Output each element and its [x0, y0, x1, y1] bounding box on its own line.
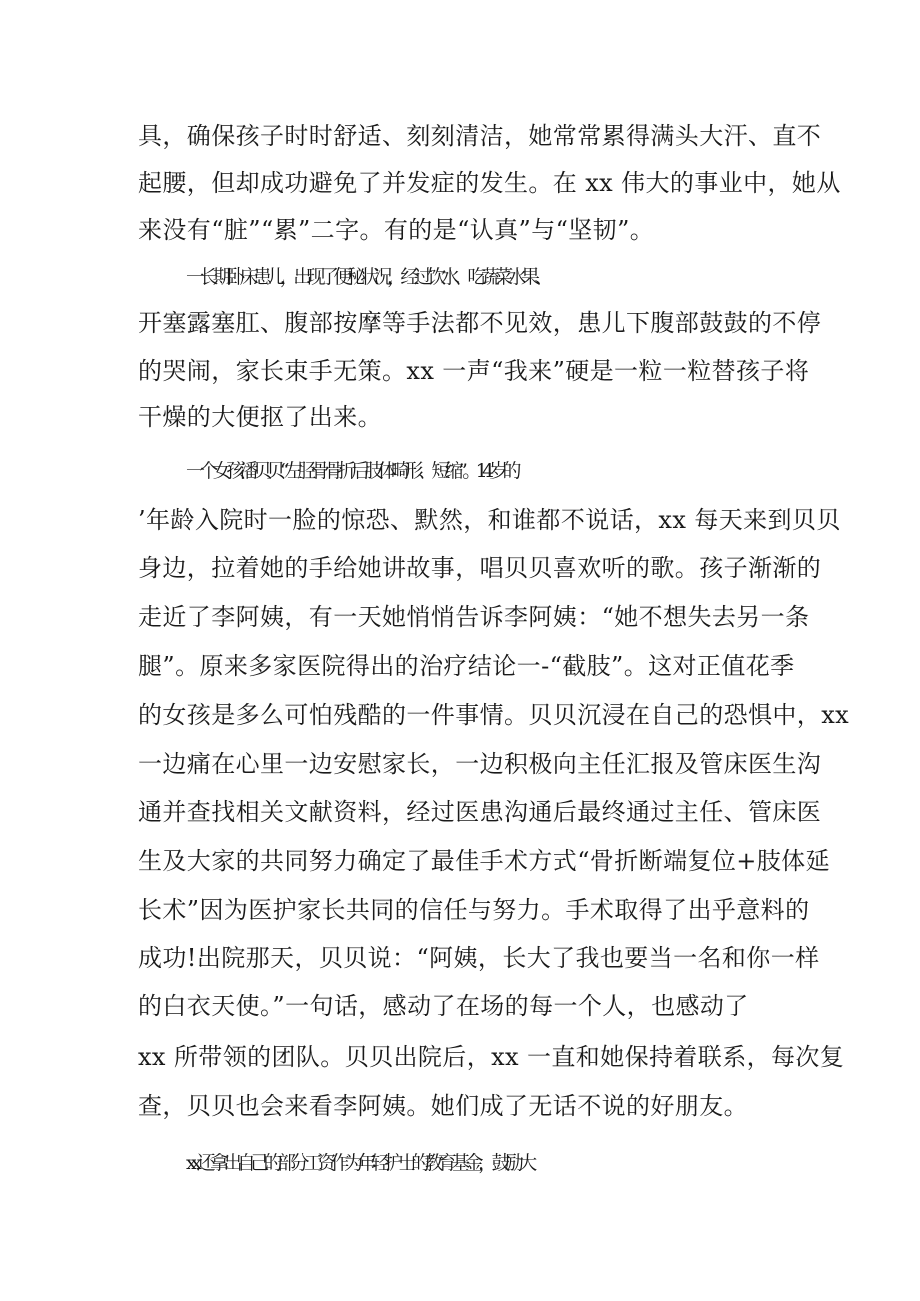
text-line: 走近了李阿姨，有一天她悄悄告诉李阿姨：“她不想失去另一条 — [138, 603, 810, 631]
text-line: xx 所带领的团队。贝贝出院后，xx 一直和她保持着联系，每次复 — [138, 1043, 845, 1071]
text-line: 开塞露塞肛、腹部按摩等手法都不见效，患儿下腹部鼓鼓的不停 — [138, 309, 822, 337]
text-line: 的哭闹，家长束手无策。xx 一声“我来”硬是一粒一粒替孩子将 — [138, 357, 810, 385]
text-line: 的女孩是多么可怕残酷的一件事情。贝贝沉浸在自己的恐惧中，xx — [138, 701, 850, 729]
text-line: 生及大家的共同努力确定了最佳手术方式“骨折断端复位+肢体延 — [138, 847, 830, 875]
text-line: xx 还拿出自己的部分工资作为年轻护士的教育基金，鼓励大 — [186, 1152, 532, 1174]
text-line: 具，确保孩子时时舒适、刻刻清洁，她常常累得满头大汗、直不 — [138, 122, 822, 150]
text-line: 一边痛在心里一边安慰家长，一边积极向主任汇报及管床医生沟 — [138, 750, 822, 778]
text-line: 一个女孩潘贝贝“左胫骨骨折后肢体畸形、短缩”。14 岁的 — [186, 460, 516, 482]
text-line: 干燥的大便抠了出来。 — [138, 403, 382, 431]
text-line: 查，贝贝也会来看李阿姨。她们成了无话不说的好朋友。 — [138, 1092, 748, 1120]
text-line: ’年龄入院时一脸的惊恐、默然，和谁都不说话，xx 每天来到贝贝 — [138, 506, 841, 534]
text-line: 起腰，但却成功避免了并发症的发生。在 xx 伟大的事业中，她从 — [138, 169, 841, 197]
text-line: 来没有“脏”“累”二字。有的是“认真”与“坚韧”。 — [138, 216, 655, 244]
text-line: 长术”因为医护家长共同的信任与努力。手术取得了出乎意料的 — [138, 896, 810, 924]
text-line: 的白衣天使。”一句话，感动了在场的每一个人，也感动了 — [138, 992, 749, 1020]
text-line: 成功!出院那天，贝贝说：“阿姨，长大了我也要当一名和你一样 — [138, 944, 820, 972]
text-line: 一长期卧床患儿，出现了便秘状况，经过饮水、吃蔬菜水果、 — [186, 266, 548, 288]
text-line: 身边，拉着她的手给她讲故事，唱贝贝喜欢听的歌。孩子渐渐的 — [138, 554, 822, 582]
text-line: 通并查找相关文献资料，经过医患沟通后最终通过主任、管床医 — [138, 798, 822, 826]
text-line: 腿”。原来多家医院得出的治疗结论一-“截肢”。这对正值花季 — [138, 652, 795, 680]
